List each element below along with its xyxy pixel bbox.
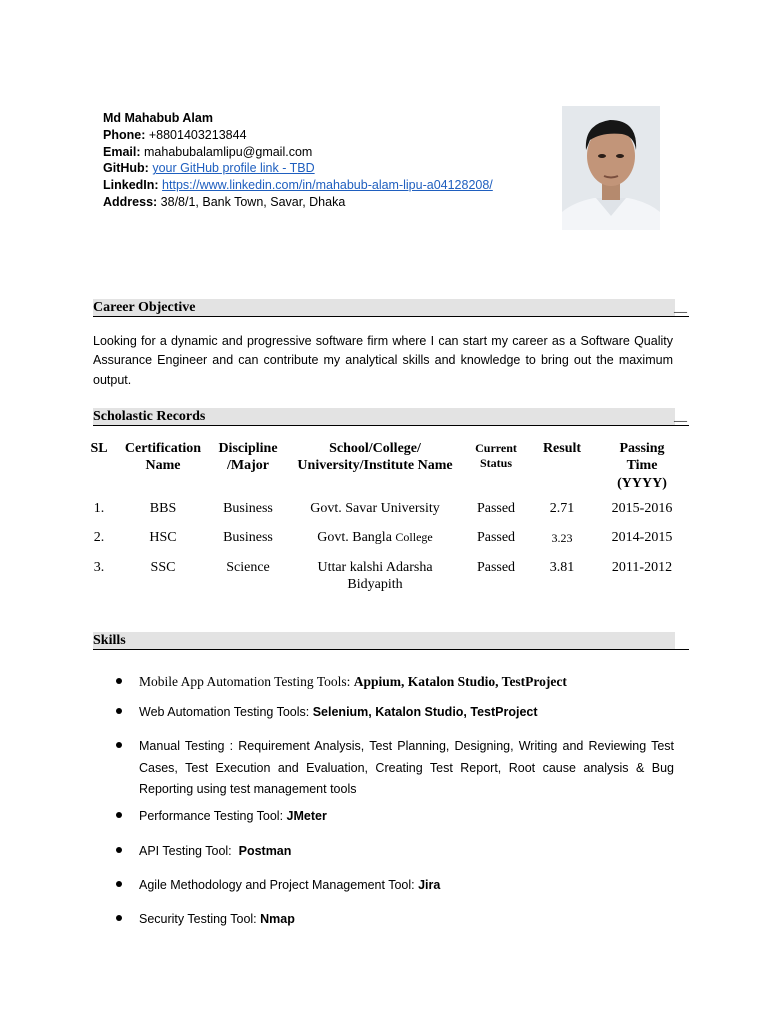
table-cell-discipline: Business — [223, 501, 273, 516]
bullet-icon — [116, 678, 122, 684]
table-cell-cert: HSC — [149, 530, 177, 545]
email-row: Email: mahabubalamlipu@gmail.com — [103, 144, 313, 159]
table-header-result: Result — [542, 441, 582, 456]
table-header-status-2: Status — [479, 456, 512, 470]
bullet-icon — [116, 708, 122, 714]
bullet-icon — [116, 881, 122, 887]
skills-title: Skills — [93, 633, 126, 648]
table-cell-result: 3.23 — [551, 531, 573, 545]
bullet-icon — [116, 847, 122, 853]
table-cell-school-line-2: Bidyapith — [347, 577, 403, 592]
career-objective-tail: __ — [674, 299, 687, 314]
career-objective-text: Looking for a dynamic and progressive software firm where I can start my career as a Software Quality Assurance Engineer and can contribute my analytical skills and knowledge to bring out the maximum output. — [93, 334, 673, 387]
table-cell-cert: SSC — [150, 560, 176, 575]
phone-row: Phone: +8801403213844 — [103, 127, 247, 142]
table-cell-status: Passed — [476, 560, 516, 575]
table-header-school-1: School/College/ — [329, 441, 421, 456]
bullet-icon — [116, 915, 122, 921]
table-cell-sl: 2. — [93, 530, 105, 545]
profile-photo — [562, 106, 660, 230]
career-objective-heading — [93, 299, 689, 317]
table-cell-time: 2011-2012 — [611, 560, 673, 575]
table-header-status-1: Current — [475, 441, 517, 455]
contact-block — [103, 110, 493, 211]
table-cell-cert: BBS — [149, 501, 177, 516]
table-cell-status: Passed — [476, 530, 516, 545]
table-cell-time: 2015-2016 — [611, 501, 673, 516]
candidate-name: Md Mahabub Alam — [103, 111, 213, 125]
table-header-disc-2: /Major — [227, 458, 269, 473]
linkedin-link[interactable]: https://www.linkedin.com/in/mahabub-alam-lipu-a04128208/ — [162, 178, 493, 193]
scholastic-records-title: Scholastic Records — [93, 409, 206, 424]
table-cell-sl: 1. — [93, 501, 105, 516]
table-cell-school: Govt. Bangla College — [317, 530, 433, 545]
table-cell-school: Govt. Savar University — [310, 501, 440, 516]
github-link[interactable]: your GitHub profile link - TBD — [152, 161, 315, 176]
scholastic-records-tail: __ — [674, 408, 687, 423]
linkedin-row: LinkedIn: https://www.linkedin.com/in/mahabub-alam-lipu-a04128208/ — [103, 178, 493, 193]
table-cell-result: 2.71 — [549, 501, 575, 516]
table-cell-time: 2014-2015 — [611, 530, 673, 545]
table-cell-school: Uttar kalshi Adarsha — [317, 560, 433, 575]
table-header-school-2: University/Institute Name — [297, 458, 453, 473]
table-cell-sl: 3. — [93, 560, 105, 575]
scholastic-records-heading — [93, 408, 689, 426]
table-header-time-3: (YYYY) — [617, 476, 667, 491]
bullet-icon — [116, 812, 122, 818]
table-header-disc-1: Discipline — [218, 441, 278, 456]
bullet-icon — [116, 742, 122, 748]
table-cell-discipline: Science — [226, 560, 270, 575]
table-header-sl: SL — [90, 441, 108, 456]
table-header-time-1: Passing — [619, 441, 665, 456]
table-cell-status: Passed — [476, 501, 516, 516]
table-header-cert-2: Name — [145, 458, 181, 473]
github-row: GitHub: your GitHub profile link - TBD — [103, 161, 315, 176]
table-cell-result: 3.81 — [549, 560, 575, 575]
skills-heading — [93, 632, 689, 650]
table-cell-school-small: College — [395, 530, 433, 544]
address-row: Address: 38/8/1, Bank Town, Savar, Dhaka — [103, 194, 346, 209]
table-header-cert-1: Certification — [124, 441, 202, 456]
career-objective-title: Career Objective — [93, 300, 196, 315]
table-header-time-2: Time — [626, 458, 658, 473]
table-cell-discipline: Business — [223, 530, 273, 545]
